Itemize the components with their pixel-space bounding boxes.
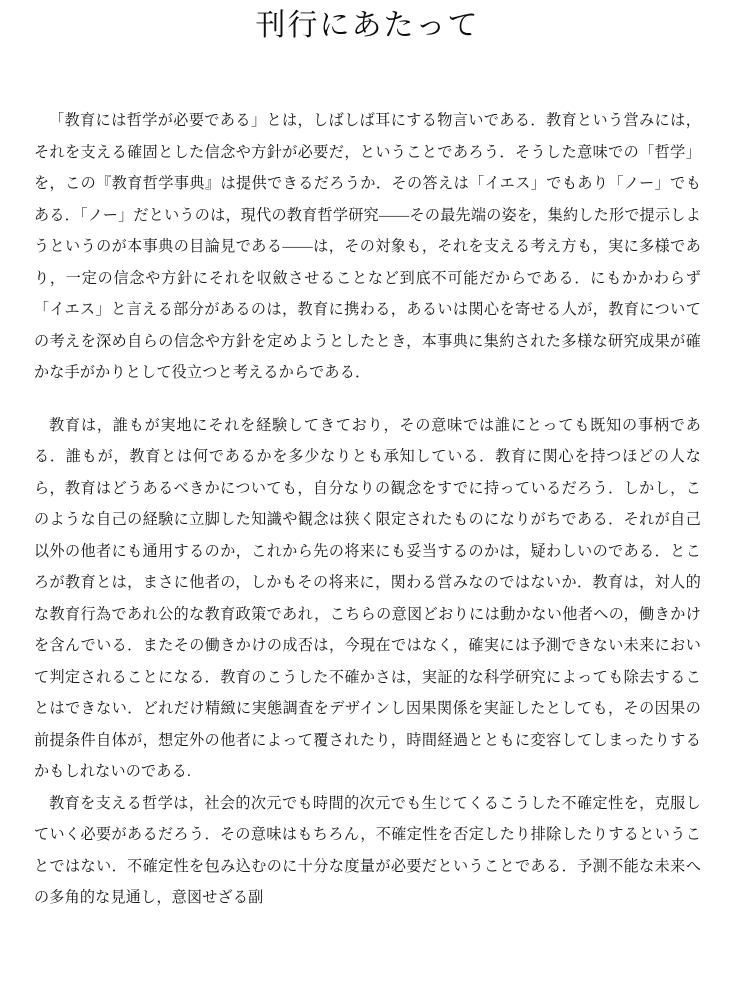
page-title: 刊行にあたって	[255, 9, 480, 42]
paragraph: 「教育には哲学が必要である」とは，しばしば耳にする物言いである．教育という営みには，それを支える確固とした信念や方針が必要だ，ということであろう．そうした意味での「哲学」を，この『教育哲学事典』は提供できるだろうか．その答えは「イエス」でもあり「ノー」でもある．「ノー」だというのは，現代の教育哲学研究——その最先端の姿を，集約した形で提示しようというのが本事典の目論見である——は，その対象も，それを支える考え方も，実に多様であり，一定の信念や方針にそれを収斂させることなど到底不可能だからである．にもかかわらず「イエス」と言える部分があるのは，教育に携わる，あるいは関心を寄せる人が，教育についての考えを深め自らの信念や方針を定めようとしたとき，本事典に集約された多様な研究成果が確かな手がかりとして役立つと考えるからである．	[34, 113, 701, 381]
paragraph: 教育を支える哲学は，社会的次元でも時間的次元でも生じてくるこうした不確定性を，克服していく必要があるだろう．その意味はもちろん，不確定性を否定したり排除したりするということではない．不確定性を包み込むのに十分な度量が必要だということである．予測不能な未来への多角的な見通し，意図せざる副	[34, 795, 701, 906]
document-body	[34, 106, 701, 915]
paragraph: 教育は，誰もが実地にそれを経験してきており，その意味では誰にとっても既知の事柄である．誰もが，教育とは何であるかを多少なりとも承知している．教育に関心を持つほどの人なら，教育はどうあるべきかについても，自分なりの観念をすでに持っているだろう．しかし，このような自己の経験に立脚した知識や観念は狭く限定されたものになりがちである．それが自己以外の他者にも通用するのか，これから先の将来にも妥当するのかは，疑わしいのである．ところが教育とは，まさに他者の，しかもその将来に，関わる営みなのではないか．教育は，対人的な教育行為であれ公的な教育政策であれ，こちらの意図どおりには動かない他者への，働きかけを含んでいる．またその働きかけの成否は，今現在ではなく，確実には予測できない未来において判定されることになる．教育のこうした不確かさは，実証的な科学研究によっても除去することはできない．どれだけ精緻に実態調査をデザインし因果関係を実証したとしても，その因果の前提条件自体が，想定外の他者によって覆されたり，時間経過とともに変容してしまったりするかもしれないのである.	[34, 417, 701, 780]
